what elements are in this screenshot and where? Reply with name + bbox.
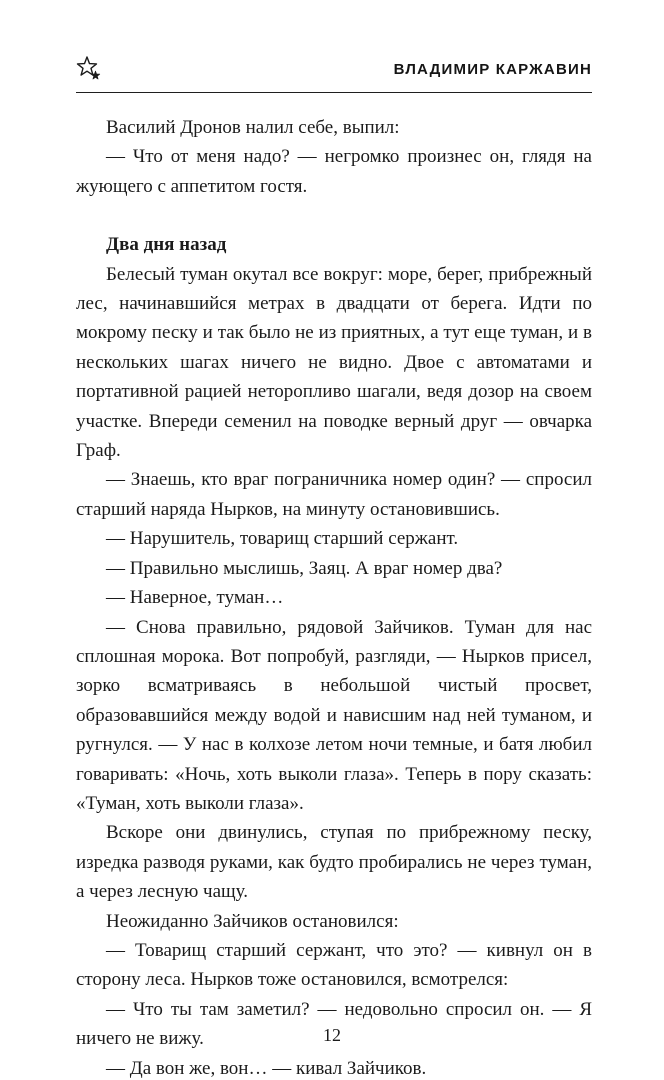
paragraph: — Снова правильно, рядовой Зайчиков. Туман для нас сплошная морока. Вот попробуй, разгляди, — Нырков присел, зорко всматриваясь в небольшой чистый просвет, образовавшийся между водой и нависшим над ней туманом, и ругнулся. — У нас в колхозе летом ночи темные, и батя любил говаривать: «Ночь, хоть выколи глаза». Теперь в пору сказать: «Туман, хоть выколи глаза».	[76, 616, 592, 814]
paragraph: — Нарушитель, товарищ старший сержант.	[106, 528, 459, 550]
paragraph: — Знаешь, кто враг пограничника номер один? — спросил старший наряда Нырков, на минуту остановившись.	[76, 469, 592, 520]
paragraph: Вскоре они двинулись, ступая по прибрежному песку, изредка разводя руками, как будто пробирались не через туман, а через лесную чащу.	[76, 822, 592, 903]
paragraph: — Что ты там заметил? — недовольно спросил он. — Я ничего не вижу.	[76, 998, 592, 1050]
paragraph: — Товарищ старший сержант, что это? — кивнул он в сторону леса. Нырков тоже остановился, всмотрелся:	[76, 939, 592, 991]
star-icon	[76, 56, 102, 82]
author-name: ВЛАДИМИР КАРЖАВИН	[393, 60, 592, 78]
paragraph: — Наверное, туман…	[106, 587, 284, 609]
page-number: 12	[323, 1025, 341, 1045]
paragraph: — Что от меня надо? — негромко произнес он, глядя на жующего с аппетитом гостя.	[76, 146, 592, 197]
paragraph: Неожиданно Зайчиков остановился:	[106, 910, 399, 932]
page-body	[76, 113, 592, 1080]
paragraph: — Правильно мыслишь, Заяц. А враг номер два?	[106, 557, 503, 579]
page-header	[76, 56, 592, 93]
paragraph: Василий Дронов налил себе, выпил:	[106, 117, 400, 138]
paragraph: Белесый туман окутал все вокруг: море, берег, прибрежный лес, начинавшийся метрах в двадцати от берега. Идти по мокрому песку и так было не из приятных, а тут еще туман, и в нескольких шагах ничего не видно. Двое с автоматами и портативной рацией неторопливо шагали, ведя дозор на своем участке. Впереди семенил на поводке верный друг — овчарка Граф.	[76, 263, 592, 462]
section-heading: Два дня назад	[106, 234, 227, 256]
paragraph: — Да вон же, вон… — кивал Зайчиков.	[106, 1057, 427, 1079]
